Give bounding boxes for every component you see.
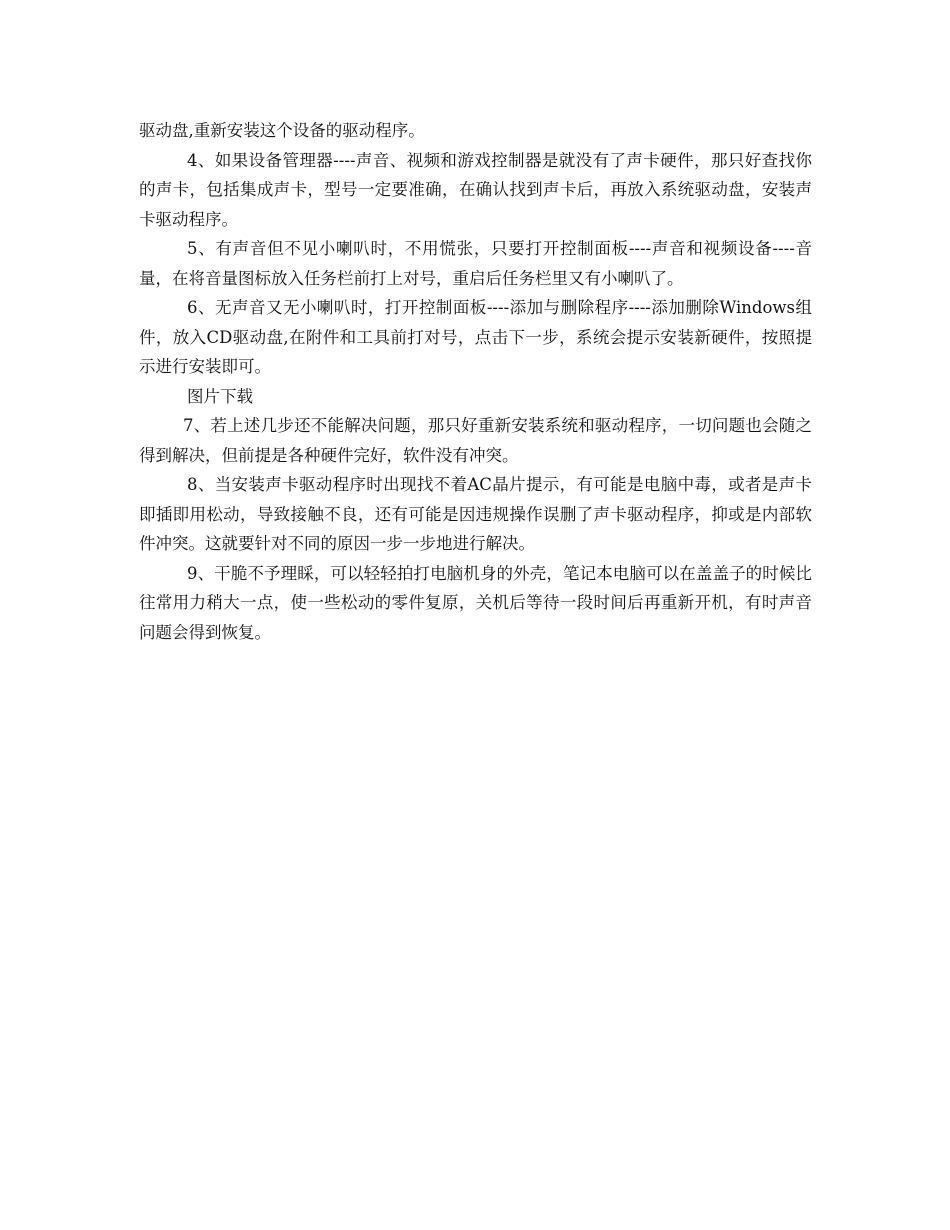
paragraph-step-5: 5、有声音但不见小喇叭时，不用慌张，只要打开控制面板----声音和视频设备----音量，在将音量图标放入任务栏前打上对号，重启后任务栏里又有小喇叭了。	[139, 239, 812, 288]
paragraph-step-4: 4、如果设备管理器----声音、视频和游戏控制器是就没有了声卡硬件，那只好查找你的声卡，包括集成声卡，型号一定要准确，在确认找到声卡后，再放入系统驱动盘，安装声卡驱动程序。	[139, 150, 812, 229]
paragraph-step-9: 9、干脆不予理睬，可以轻轻拍打电脑机身的外壳，笔记本电脑可以在盖盖子的时候比往常用力稍大一点，使一些松动的零件复原，关机后等待一段时间后再重新开机，有时声音问题会得到恢复。	[139, 563, 812, 642]
paragraph-continuation: 驱动盘,重新安装这个设备的驱动程序。	[139, 121, 425, 140]
image-download-label: 图片下载	[187, 386, 253, 406]
paragraph-step-7: 7、若上述几步还不能解决问题，那只好重新安装系统和驱动程序，一切问题也会随之得到解决，但前提是各种硬件完好，软件没有冲突。	[139, 416, 812, 465]
document-body	[139, 116, 812, 647]
paragraph-step-6: 6、无声音又无小喇叭时，打开控制面板----添加与删除程序----添加删除Windows组件，放入CD驱动盘,在附件和工具前打对号，点击下一步，系统会提示安装新硬件，按照提示进行安装即可。	[139, 298, 812, 376]
paragraph-step-8: 8、当安装声卡驱动程序时出现找不着AC晶片提示，有可能是电脑中毒，或者是声卡即插即用松动，导致接触不良，还有可能是因违规操作误删了声卡驱动程序，抑或是内部软件冲突。这就要针对不同的原因一步一步地进行解决。	[139, 475, 812, 553]
